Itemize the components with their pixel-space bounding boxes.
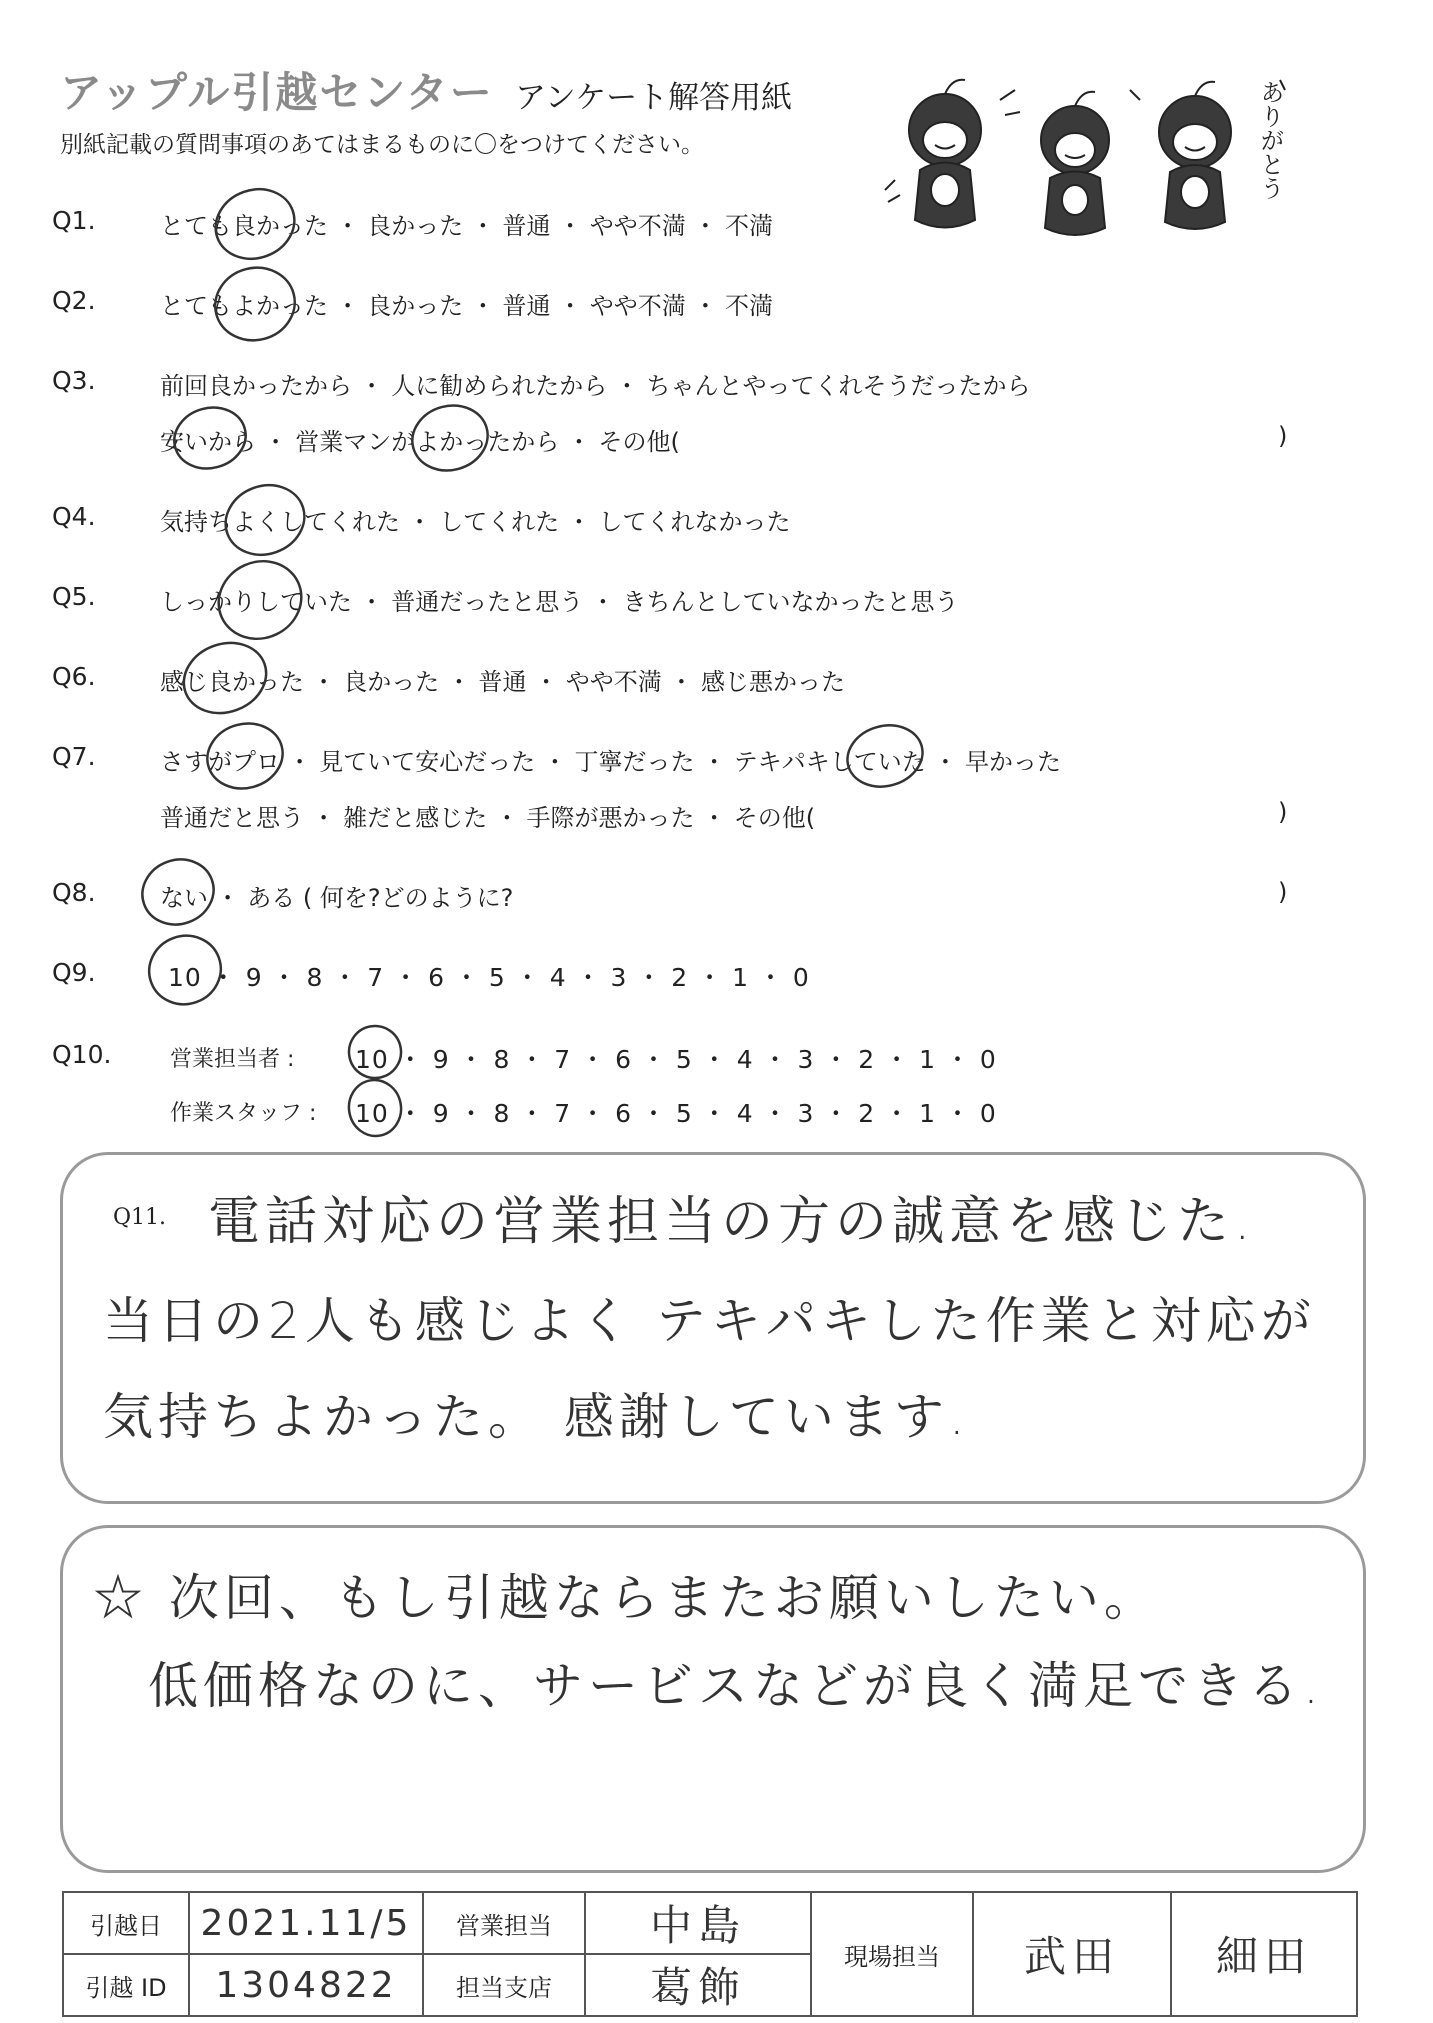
site-staff-2: 細田 <box>1215 1932 1312 1981</box>
q3-options-line2[interactable]: 安いから ・ 営業マンがよかったから ・ その他( <box>160 428 680 456</box>
q7-options-line2[interactable]: 普通だと思う ・ 雑だと感じた ・ 手際が悪かった ・ その他( <box>160 804 816 832</box>
branch-label: 担当支店 <box>423 1954 585 2016</box>
q11-comment-box[interactable] <box>60 1152 1366 1504</box>
move-id-value: 1304822 <box>215 1964 397 2006</box>
q10-staff-rating-scale[interactable]: 10 ・ 9 ・ 8 ・ 7 ・ 6 ・ 5 ・ 4 ・ 3 ・ 2 ・ 1 ・ 0 <box>355 1099 997 1128</box>
q9-rating-scale[interactable]: 10 ・ 9 ・ 8 ・ 7 ・ 6 ・ 5 ・ 4 ・ 3 ・ 2 ・ 1 ・ 0 <box>168 963 810 992</box>
q8-label: Q8. <box>52 878 96 907</box>
arigatou-text: ありがとう <box>1256 80 1284 200</box>
company-brand: アップル引越センター <box>60 68 494 117</box>
move-id-label: 引越 ID <box>63 1954 189 2016</box>
q7-options-line1[interactable]: さすがプロ ・ 見ていて安心だった ・ 丁寧だった ・ テキパキしていた ・ 早かった <box>160 748 1062 776</box>
q1-label: Q1. <box>52 206 96 235</box>
site-staff-label: 現場担当 <box>811 1892 973 2016</box>
gorilla-mascots-illustration <box>880 60 1330 250</box>
q6-label: Q6. <box>52 662 96 691</box>
move-date-value: 2021.11/5 <box>200 1902 412 1944</box>
extra-comment-line1: ☆ 次回、もし引越ならまたお願いしたい。 <box>93 1569 1159 1627</box>
branch-value: 葛飾 <box>649 1963 746 2012</box>
q10-staff-label: 作業スタッフ : <box>170 1101 317 1126</box>
q5-label: Q5. <box>52 582 96 611</box>
q10-sales-rating-scale[interactable]: 10 ・ 9 ・ 8 ・ 7 ・ 6 ・ 5 ・ 4 ・ 3 ・ 2 ・ 1 ・ 0 <box>355 1045 997 1074</box>
q10-label: Q10. <box>52 1040 112 1069</box>
q4-options[interactable]: 気持ちよくしてくれた ・ してくれた ・ してくれなかった <box>160 508 791 536</box>
q6-options[interactable]: 感じ良かった ・ 良かった ・ 普通 ・ やや不満 ・ 感じ悪かった <box>160 668 846 696</box>
q8-paren-close: ) <box>1278 878 1288 906</box>
q7-label: Q7. <box>52 742 96 771</box>
site-staff-1: 武田 <box>1023 1932 1120 1981</box>
q7-paren-close: ) <box>1278 798 1288 826</box>
move-date-label: 引越日 <box>63 1892 189 1954</box>
q5-options[interactable]: しっかりしていた ・ 普通だったと思う ・ きちんとしていなかったと思う <box>160 588 959 616</box>
q3-label: Q3. <box>52 366 96 395</box>
q8-options[interactable]: ない ・ ある ( 何を?どのように? <box>160 884 514 912</box>
move-info-table <box>62 1891 1358 2017</box>
extra-comment-box[interactable] <box>60 1525 1366 1873</box>
q4-label: Q4. <box>52 502 96 531</box>
q2-label: Q2. <box>52 286 96 315</box>
form-title: アンケート解答用紙 <box>515 80 793 116</box>
q11-comment-line3: 気持ちよかった。 感謝しています. <box>103 1388 970 1446</box>
q3-options-line1[interactable]: 前回良かったから ・ 人に勧められたから ・ ちゃんとやってくれそうだったから <box>160 372 1031 400</box>
q3-paren-close: ) <box>1278 422 1288 450</box>
q9-label: Q9. <box>52 958 96 987</box>
instruction-text: 別紙記載の質問事項のあてはまるものに〇をつけてください。 <box>60 132 704 158</box>
q11-comment-line2: 当日の2人も感じよく テキパキした作業と対応が <box>103 1292 1316 1350</box>
q10-sales-label: 営業担当者 : <box>170 1047 295 1072</box>
sales-rep-value: 中島 <box>649 1901 746 1950</box>
extra-comment-line2: 低価格なのに、サービスなどが良く満足できる. <box>148 1657 1324 1715</box>
q11-comment-line1: 電話対応の営業担当の方の誠意を感じた. <box>208 1192 1256 1252</box>
sales-rep-label: 営業担当 <box>423 1892 585 1954</box>
q11-label: Q11. <box>113 1205 167 1230</box>
q1-options[interactable]: とても良かった ・ 良かった ・ 普通 ・ やや不満 ・ 不満 <box>160 212 774 240</box>
q2-options[interactable]: とてもよかった ・ 良かった ・ 普通 ・ やや不満 ・ 不満 <box>160 292 774 320</box>
